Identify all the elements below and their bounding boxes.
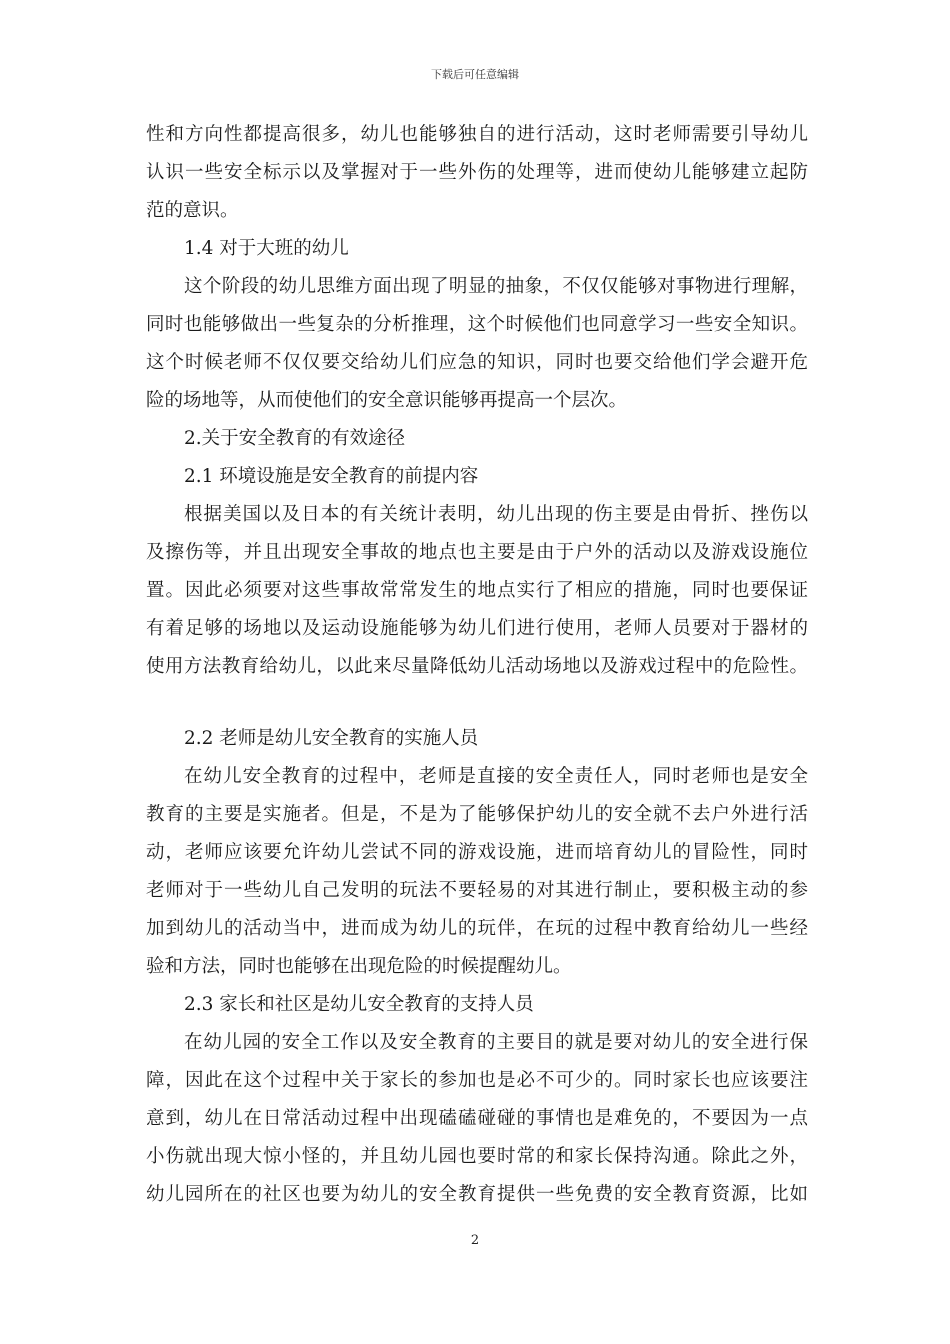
text-line: 教育的主要是实施者。但是，不是为了能够保护幼儿的安全就不去户外进行活 <box>146 804 808 825</box>
text-line: 同时也能够做出一些复杂的分析推理，这个时候他们也同意学习一些安全知识。 <box>146 314 808 335</box>
text-line: 验和方法，同时也能够在出现危险的时候提醒幼儿。 <box>146 956 572 977</box>
text-line: 置。因此必须要对这些事故常常发生的地点实行了相应的措施，同时也要保证 <box>146 580 808 601</box>
text-line: 性和方向性都提高很多，幼儿也能够独自的进行活动，这时老师需要引导幼儿 <box>146 124 808 145</box>
section-heading: 2.关于安全教育的有效途径 <box>184 428 406 449</box>
text-line: 范的意识。 <box>146 200 239 221</box>
paragraph-gap <box>146 686 808 720</box>
section-heading: 2.2 老师是幼儿安全教育的实施人员 <box>184 728 479 749</box>
text-line: 在幼儿园的安全工作以及安全教育的主要目的就是要对幼儿的安全进行保 <box>184 1032 808 1053</box>
page-number: 2 <box>470 1233 480 1248</box>
text-line: 使用方法教育给幼儿，以此来尽量降低幼儿活动场地以及游戏过程中的危险性。 <box>146 656 808 677</box>
text-line: 幼儿园所在的社区也要为幼儿的安全教育提供一些免费的安全教育资源，比如 <box>146 1184 808 1205</box>
text-line: 根据美国以及日本的有关统计表明，幼儿出现的伤主要是由骨折、挫伤以 <box>184 504 808 525</box>
text-line: 小伤就出现大惊小怪的，并且幼儿园也要时常的和家长保持沟通。除此之外， <box>146 1146 808 1167</box>
document-body <box>146 116 808 1214</box>
page-header: 下载后可任意编辑 <box>431 68 519 81</box>
section-heading: 2.3 家长和社区是幼儿安全教育的支持人员 <box>184 994 534 1015</box>
text-line: 障，因此在这个过程中关于家长的参加也是必不可少的。同时家长也应该要注 <box>146 1070 808 1091</box>
text-line: 有着足够的场地以及运动设施能够为幼儿们进行使用，老师人员要对于器材的 <box>146 618 808 639</box>
text-line: 在幼儿安全教育的过程中，老师是直接的安全责任人，同时老师也是安全 <box>184 766 808 787</box>
text-line: 及擦伤等，并且出现安全事故的地点也主要是由于户外的活动以及游戏设施位 <box>146 542 808 563</box>
text-line: 认识一些安全标示以及掌握对于一些外伤的处理等，进而使幼儿能够建立起防 <box>146 162 808 183</box>
text-line: 动，老师应该要允许幼儿尝试不同的游戏设施，进而培育幼儿的冒险性，同时 <box>146 842 808 863</box>
text-line: 意到，幼儿在日常活动过程中出现磕磕碰碰的事情也是难免的，不要因为一点 <box>146 1108 808 1129</box>
section-heading: 1.4 对于大班的幼儿 <box>184 238 349 259</box>
text-line: 险的场地等，从而使他们的安全意识能够再提高一个层次。 <box>146 390 628 411</box>
text-line: 这个阶段的幼儿思维方面出现了明显的抽象，不仅仅能够对事物进行理解， <box>184 276 808 297</box>
text-line: 老师对于一些幼儿自己发明的玩法不要轻易的对其进行制止，要积极主动的参 <box>146 880 808 901</box>
section-heading: 2.1 环境设施是安全教育的前提内容 <box>184 466 479 487</box>
text-line: 这个时候老师不仅仅要交给幼儿们应急的知识，同时也要交给他们学会避开危 <box>146 352 808 373</box>
text-line: 加到幼儿的活动当中，进而成为幼儿的玩伴，在玩的过程中教育给幼儿一些经 <box>146 918 808 939</box>
